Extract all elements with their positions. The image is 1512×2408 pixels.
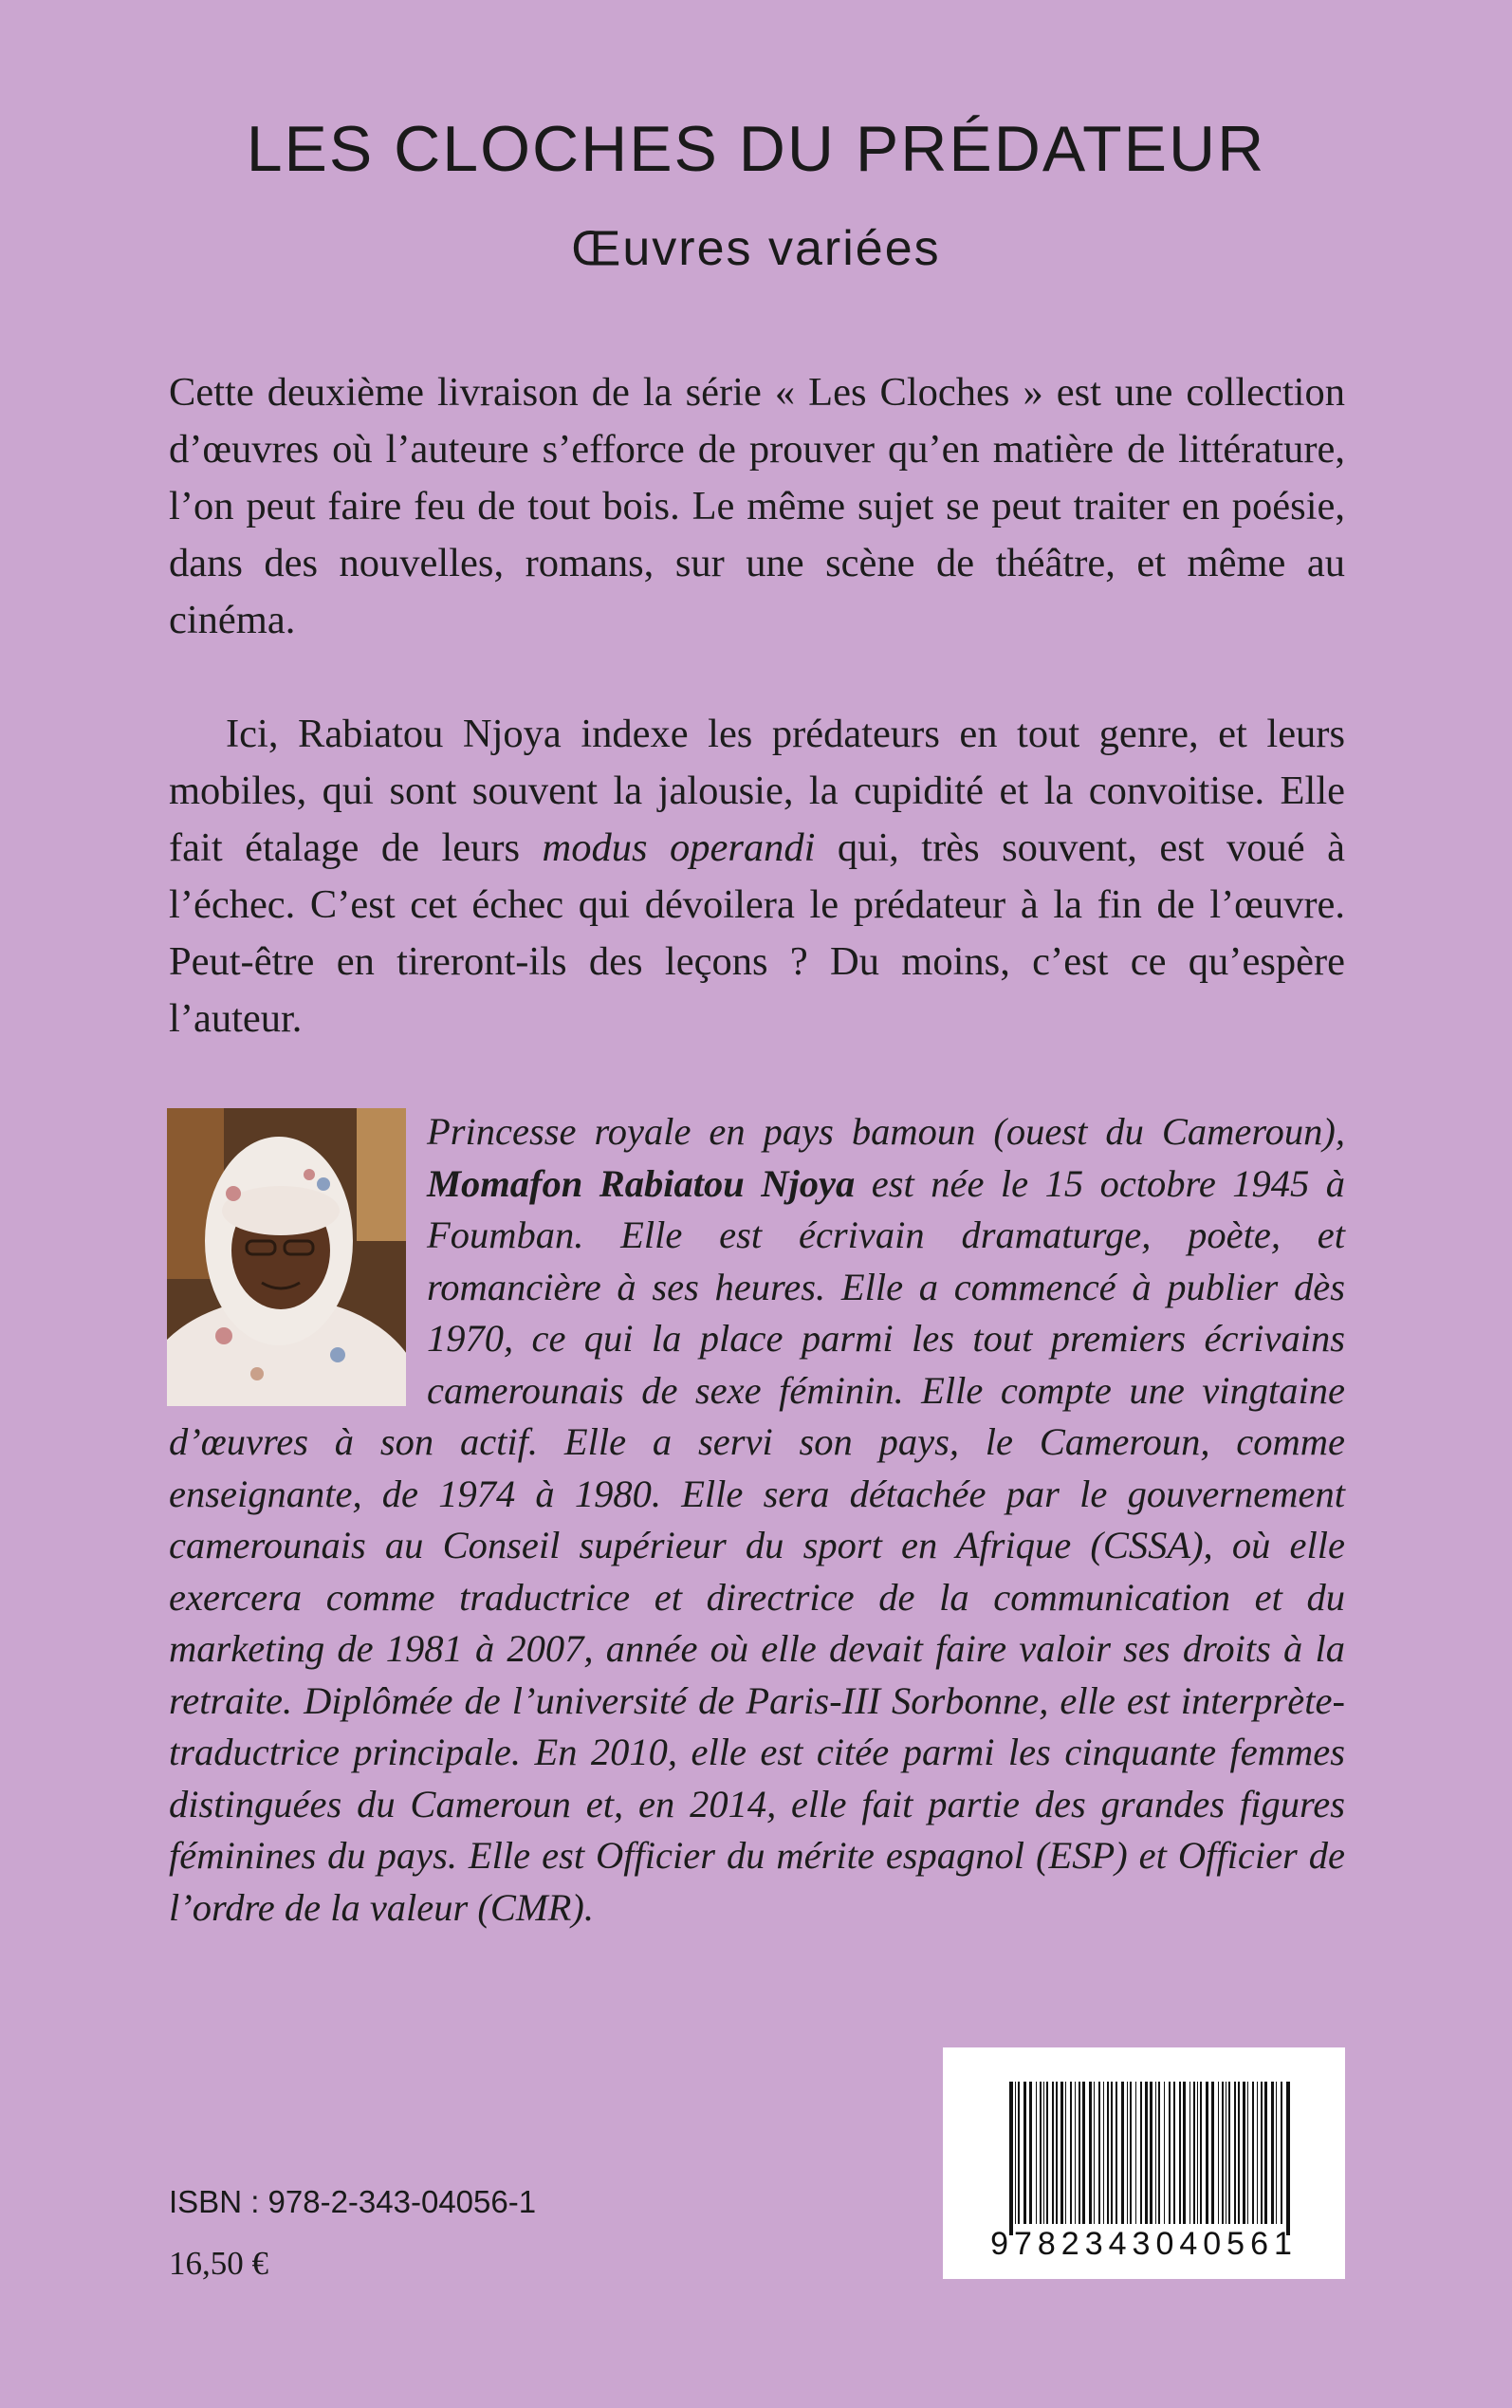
author-name: Momafon Rabiatou Njoya <box>427 1161 856 1205</box>
barcode-bar <box>1029 2082 1032 2224</box>
barcode-bar <box>1098 2082 1100 2224</box>
barcode-bar <box>1060 2082 1063 2224</box>
photo-spacer <box>169 1106 427 1408</box>
barcode-bar <box>1206 2082 1208 2224</box>
barcode-bar <box>1281 2082 1282 2224</box>
barcode-guard-bar <box>1011 2082 1013 2235</box>
barcode-bar <box>1040 2082 1042 2224</box>
barcode-bar <box>1116 2082 1117 2224</box>
barcode-guard-bar <box>1009 2082 1011 2235</box>
barcode-bar <box>1164 2082 1165 2224</box>
barcode-bar <box>1070 2082 1072 2224</box>
barcode-bar <box>1155 2082 1156 2224</box>
barcode-bar <box>1179 2082 1181 2224</box>
barcode-bar <box>1247 2082 1248 2224</box>
summary-text-a: Ici, Rabiatou Njoya indexe les prédateurs en tout genre, et leurs mobiles, qui sont souvent la jalousie, la cupidité et la convoitise. Elle fait étalage de leurs <box>169 712 1345 870</box>
barcode-bar <box>1065 2082 1066 2224</box>
barcode-guard-bar <box>1288 2082 1290 2235</box>
barcode-bar <box>1046 2082 1048 2224</box>
barcode-bar <box>1140 2082 1142 2224</box>
barcode-digits: 9782343040561 <box>990 2226 1298 2262</box>
bio-lead: Princesse royale en pays bamoun (ouest du Cameroun), <box>427 1110 1345 1153</box>
barcode-bar <box>1150 2082 1152 2224</box>
barcode-bar <box>1043 2082 1044 2224</box>
barcode-bar <box>1234 2082 1236 2224</box>
barcode-bar <box>1183 2082 1186 2224</box>
barcode-bar <box>1261 2082 1263 2224</box>
barcode-bar <box>1130 2082 1132 2224</box>
barcode-bar <box>1173 2082 1175 2224</box>
barcode-bar <box>1145 2082 1148 2224</box>
barcode-bar <box>1127 2082 1128 2224</box>
barcode-bar <box>1276 2082 1277 2224</box>
barcode-bar <box>1121 2082 1124 2224</box>
barcode-bar <box>1158 2082 1160 2224</box>
barcode-bar <box>1018 2082 1020 2224</box>
book-subtitle: Œuvres variées <box>571 221 941 276</box>
author-biography <box>169 1106 1345 1934</box>
barcode-bar <box>1089 2082 1092 2224</box>
barcode-bar <box>1218 2082 1219 2224</box>
barcode-bar <box>1222 2082 1224 2224</box>
barcode-bar <box>1135 2082 1136 2224</box>
barcode-bar <box>1015 2082 1016 2224</box>
barcode <box>943 2047 1345 2279</box>
summary-paragraph-1: Cette deuxième livraison de la série « Les Cloches » est une collection d’œuvres où l’auteure s’efforce de prouver qu’en matière de littérature, l’on peut faire feu de tout bois. Le même sujet se peut traiter en poésie, dans des nouvelles, romans, sur une scène de théâtre, et même au cinéma. <box>169 370 1345 642</box>
barcode-bar <box>1257 2082 1258 2224</box>
barcode-bar <box>1243 2082 1245 2224</box>
isbn: ISBN : 978-2-343-04056-1 <box>169 2184 537 2219</box>
barcode-bar <box>1103 2082 1104 2224</box>
barcode-bar <box>1228 2082 1230 2224</box>
barcode-bar <box>1238 2082 1240 2224</box>
barcode-bar <box>1189 2082 1190 2224</box>
barcode-bar <box>1111 2082 1113 2224</box>
barcode-bar <box>1079 2082 1080 2224</box>
barcode-bar <box>1023 2082 1026 2224</box>
barcode-bar <box>1193 2082 1195 2224</box>
barcode-bar <box>1197 2082 1198 2224</box>
barcode-bar <box>1075 2082 1076 2224</box>
barcode-bar <box>1036 2082 1037 2224</box>
barcode-bar <box>1264 2082 1267 2224</box>
barcode-bar <box>1169 2082 1171 2224</box>
price: 16,50 € <box>169 2245 268 2282</box>
barcode-bar <box>1094 2082 1095 2224</box>
barcode-bar <box>1107 2082 1109 2224</box>
bio-text: est née le 15 octobre 1945 à Foumban. Elle est écrivain dramaturge, poète, et romancière à ses heures. Elle a commencé à publier dès 1970, ce qui la place parmi les tout premiers écrivains camerounais de sexe féminin. Elle compte une vingtaine d’œuvres à son actif. Elle a servi son pays, le Cameroun, comme enseignante, de 1974 à 1980. Elle sera détachée par le gouvernement camerounais au Conseil supérieur du sport en Afrique (CSSA), où elle exercera comme traductrice et directrice de la communication et du marketing de 1981 à 2007, année où elle devait faire valoir ses droits à la retraite. Diplômée de l’université de Paris-III Sorbonne, elle est interprète-traductrice principale. En 2010, elle est citée parmi les cinquante femmes distinguées du Cameroun et, en 2014, elle fait partie des grandes figures féminines du pays. Elle est Officier du mérite espagnol (ESP) et Officier de l’ordre de la valeur (CMR). <box>169 1161 1346 1929</box>
barcode-bar <box>1271 2082 1274 2224</box>
barcode-bar <box>1082 2082 1085 2224</box>
summary-paragraph-2 <box>169 706 1345 1047</box>
barcode-bar <box>1211 2082 1214 2224</box>
barcode-bar <box>1056 2082 1058 2224</box>
barcode-bar <box>1252 2082 1254 2224</box>
barcode-bar <box>1200 2082 1202 2224</box>
barcode-bar <box>1052 2082 1054 2224</box>
book-title: LES CLOCHES DU PRÉDATEUR <box>246 113 1266 185</box>
summary-italic-term: modus operandi <box>542 825 816 870</box>
barcode-guard-bar <box>1286 2082 1288 2235</box>
summary-text-b: qui, très souvent, est voué à l’échec. C’est cet échec qui dévoilera le prédateur à la fin de l’œuvre. Peut-être en tireront-ils des leçons ? Du moins, c’est ce qu’espère l’auteur. <box>169 825 1345 1041</box>
